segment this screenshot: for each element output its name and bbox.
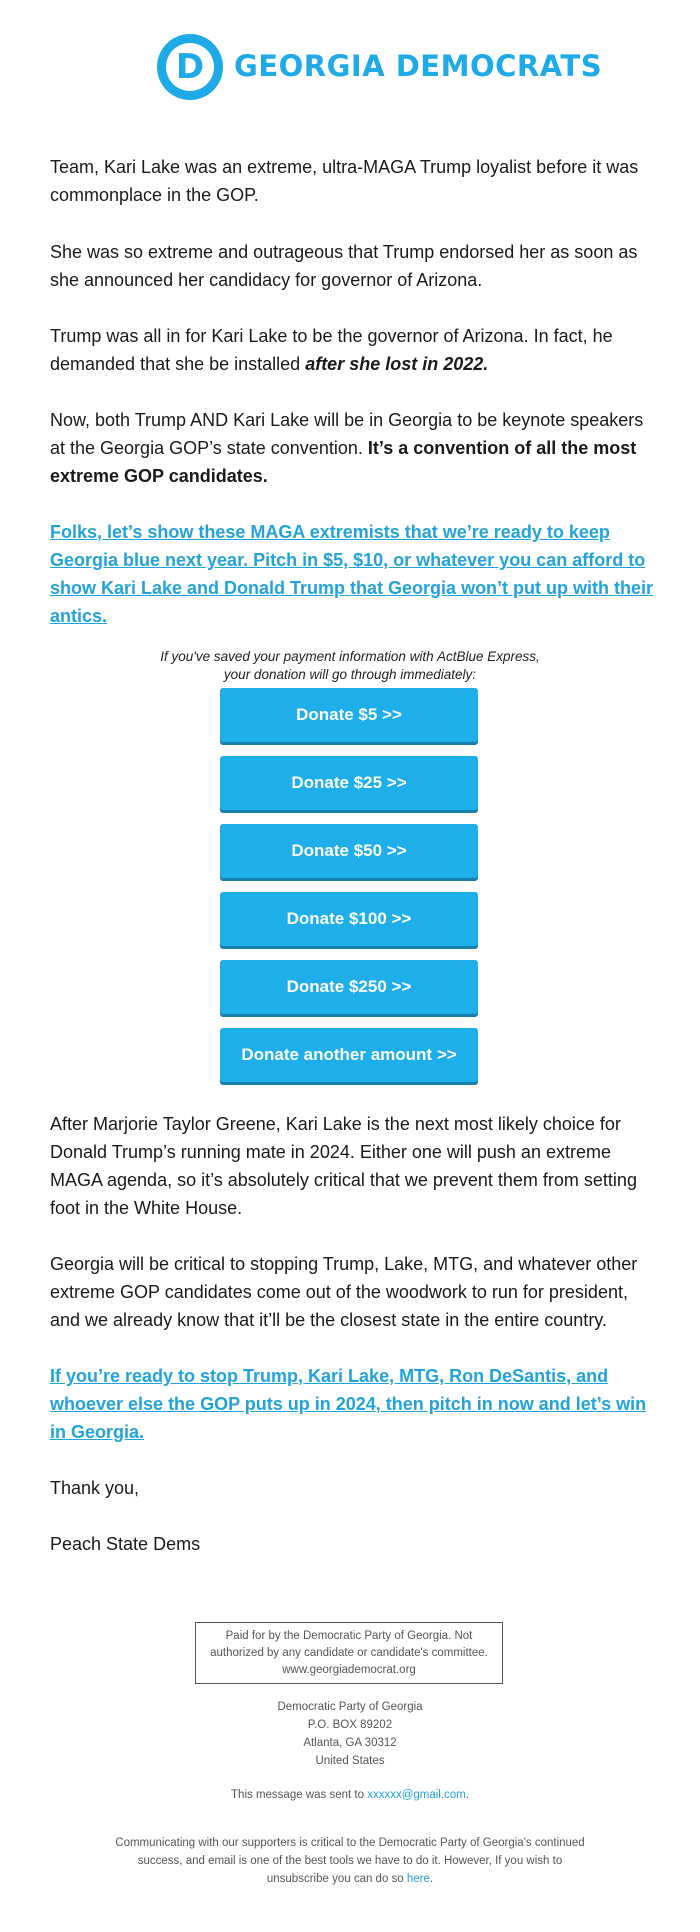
cta-link-1[interactable]: Folks, let’s show these MAGA extremists that we’re ready to keep Georgia blue next year. Pitch in $5, $10, or whatever you can afford to show Kari Lake and Donald Trump that Georgia won’t put up with their antics. [50,522,654,626]
address-line1: Democratic Party of Georgia [277,1701,423,1713]
disclaimer-line2: authorized by any candidate or candidate's committee. [210,1647,488,1659]
express-note-line1: If you've saved your payment information with ActBlue Express, [160,649,540,664]
unsub-line1: Communicating with our supporters is critical to the Democratic Party of Georgia's continued [115,1837,585,1849]
paragraph-3 [50,322,655,378]
cta-link-2-wrap [50,1362,655,1446]
paragraph-6: Georgia will be critical to stopping Trump, Lake, MTG, and whatever other extreme GOP candidates come out of the woodwork to run for president, and we already know that it’ll be the closest state in the entire country. [50,1254,638,1330]
logo-icon[interactable] [157,34,223,100]
signature: Peach State Dems [50,1534,201,1554]
donate-other-button[interactable]: Donate another amount >> [220,1028,478,1082]
disclaimer-website: www.georgiademocrat.org [282,1664,416,1676]
sent-to-prefix: This message was sent to [231,1789,368,1801]
express-note-line2: your donation will go through immediately: [223,667,477,682]
address-line4: United States [315,1755,385,1767]
sent-to-notice [0,1786,700,1804]
logo-letter: D [175,47,205,87]
unsub-line2: success, and email is one of the best tools we have to do it. However, If you wish to [137,1855,563,1867]
disclaimer-line1: Paid for by the Democratic Party of Georgia. Not [225,1630,473,1642]
paragraph-3-emphasis: after she lost in 2022. [305,354,489,374]
paragraph-3-text: Trump was all in for Kari Lake to be the governor of Arizona. In fact, he demanded that she be installed [50,326,613,374]
paragraph-1: Team, Kari Lake was an extreme, ultra-MAGA Trump loyalist before it was commonplace in the GOP. [50,157,639,205]
unsubscribe-link[interactable]: here [406,1873,430,1885]
paragraph-4-text: Now, both Trump AND Kari Lake will be in Georgia to be keynote speakers at the Georgia GOP’s state convention. [50,410,644,458]
paragraph-2: She was so extreme and outrageous that Trump endorsed her as soon as she announced her candidacy for governor of Arizona. [50,242,638,290]
signoff: Thank you, [50,1478,140,1498]
unsub-line3-prefix: unsubscribe you can do so [266,1873,407,1885]
donate-250-button[interactable]: Donate $250 >> [220,960,478,1014]
paragraph-4 [50,406,655,490]
cta-link-2[interactable]: If you’re ready to stop Trump, Kari Lake, MTG, Ron DeSantis, and whoever else the GOP puts up in 2024, then pitch in now and let’s win in Georgia. [50,1366,647,1442]
sent-to-suffix: . [465,1789,469,1801]
paid-for-disclaimer [195,1622,503,1684]
unsubscribe-notice [0,1834,700,1888]
unsub-suffix: . [429,1873,434,1885]
express-note [50,648,650,684]
org-name[interactable]: GEORGIA DEMOCRATS [234,49,603,83]
logo-inner [166,43,214,91]
address-line2: P.O. BOX 89202 [307,1719,393,1731]
donate-50-button[interactable]: Donate $50 >> [220,824,478,878]
header [0,34,700,104]
sent-to-email[interactable]: xxxxxx@gmail.com [367,1789,466,1801]
paragraph-4-bold: It’s a convention of all the most extreme GOP candidates. [50,438,637,486]
donate-25-button[interactable]: Donate $25 >> [220,756,478,810]
mailing-address [0,1698,700,1770]
donate-5-button[interactable]: Donate $5 >> [220,688,478,742]
address-line3: Atlanta, GA 30312 [303,1737,397,1749]
paragraph-5: After Marjorie Taylor Greene, Kari Lake is the next most likely choice for Donald Trump’s running mate in 2024. Either one will push an extreme MAGA agenda, so it’s absolutely critical that we prevent them from setting foot in the White House. [50,1114,637,1218]
cta-link-1-wrap [50,518,655,630]
donate-100-button[interactable]: Donate $100 >> [220,892,478,946]
unsub-line3 [0,1870,700,1888]
